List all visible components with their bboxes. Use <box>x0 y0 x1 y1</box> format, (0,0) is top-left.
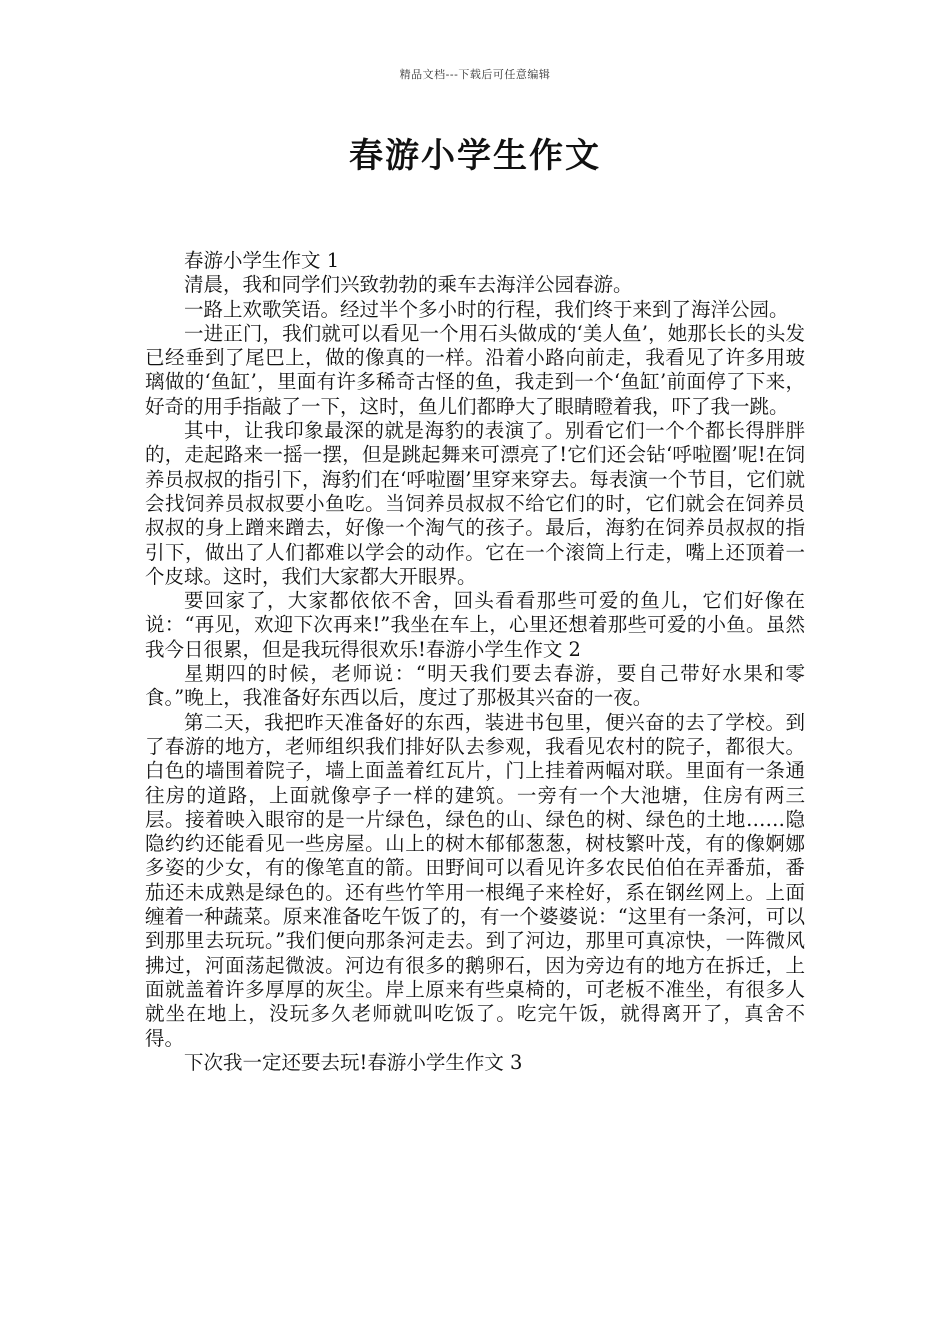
paragraph: 要回家了，大家都依依不舍，回头看看那些可爱的鱼儿，它们好像在说：“再见，欢迎下次再来!”我坐在车上，心里还想着那些可爱的小鱼。虽然我今日很累，但是我玩得很欢乐!春游小学生作文 2 <box>145 589 805 661</box>
essay-heading-1: 春游小学生作文 1 <box>184 249 340 272</box>
paragraph: 一路上欢歌笑语。经过半个多小时的行程，我们终于来到了海洋公园。 <box>184 297 789 321</box>
paragraph: 一进正门，我们就可以看见一个用石头做成的‘美人鱼’，她那长长的头发已经垂到了尾巴上，做的像真的一样。沿着小路向前走，我看见了许多用玻璃做的‘鱼缸’，里面有许多稀奇古怪的鱼，我走到一个‘鱼缸’前面停了下来，好奇的用手指敲了一下，这时，鱼儿们都睁大了眼睛瞪着我，吓了我一跳。 <box>145 321 805 418</box>
paragraph: 星期四的时候，老师说：“明天我们要去春游，要自己带好水果和零食。”晚上，我准备好东西以后，度过了那极其兴奋的一夜。 <box>145 662 805 710</box>
paragraph: 第二天，我把昨天准备好的东西，装进书包里，便兴奋的去了学校。到了春游的地方，老师组织我们排好队去参观，我看见农村的院子，都很大。白色的墙围着院子，墙上面盖着红瓦片，门上挂着两幅对联。里面有一条通往房的道路，上面就像亭子一样的建筑。一旁有一个大池塘，住房有两三层。接着映入眼帘的是一片绿色，绿色的山、绿色的树、绿色的土地……隐隐约约还能看见一些房屋。山上的树木郁郁葱葱，树枝繁叶茂，有的像婀娜多姿的少女，有的像笔直的箭。田野间可以看见许多农民伯伯在弄番茄，番茄还未成熟是绿色的。还有些竹竿用一根绳子来栓好，系在钢丝网上。上面缠着一种蔬菜。原来准备吃午饭了的，有一个婆婆说：“这里有一条河，可以到那里去玩玩。”我们便向那条河走去。到了河边，那里可真凉快，一阵微风拂过，河面荡起微波。河边有很多的鹅卵石，因为旁边有的地方在拆迁，上面就盖着许多厚厚的灰尘。岸上原来有些桌椅的，可老板不准坐，有很多人就坐在地上，没玩多久老师就叫吃饭了。吃完午饭，就得离开了，真舍不得。 <box>145 710 805 1050</box>
header-note: 精品文档---下载后可任意编辑 <box>399 68 551 81</box>
paragraph: 其中，让我印象最深的就是海豹的表演了。别看它们一个个都长得胖胖的，走起路来一摇一摆，但是跳起舞来可漂亮了!它们还会钻‘呼啦圈’呢!在饲养员叔叔的指引下，海豹们在‘呼啦圈’里穿来穿去。每表演一个节目，它们就会找饲养员叔叔要小鱼吃。当饲养员叔叔不给它们的时，它们就会在饲养员叔叔的身上蹭来蹭去，好像一个淘气的孩子。最后，海豹在饲养员叔叔的指引下，做出了人们都难以学会的动作。它在一个滚筒上行走，嘴上还顶着一个皮球。这时，我们大家都大开眼界。 <box>145 419 805 588</box>
essay-body <box>145 249 805 1075</box>
paragraph: 清晨，我和同学们兴致勃勃的乘车去海洋公园春游。 <box>184 273 633 297</box>
paragraph: 下次我一定还要去玩!春游小学生作文 3 <box>184 1050 523 1074</box>
document-title: 春游小学生作文 <box>349 136 601 176</box>
